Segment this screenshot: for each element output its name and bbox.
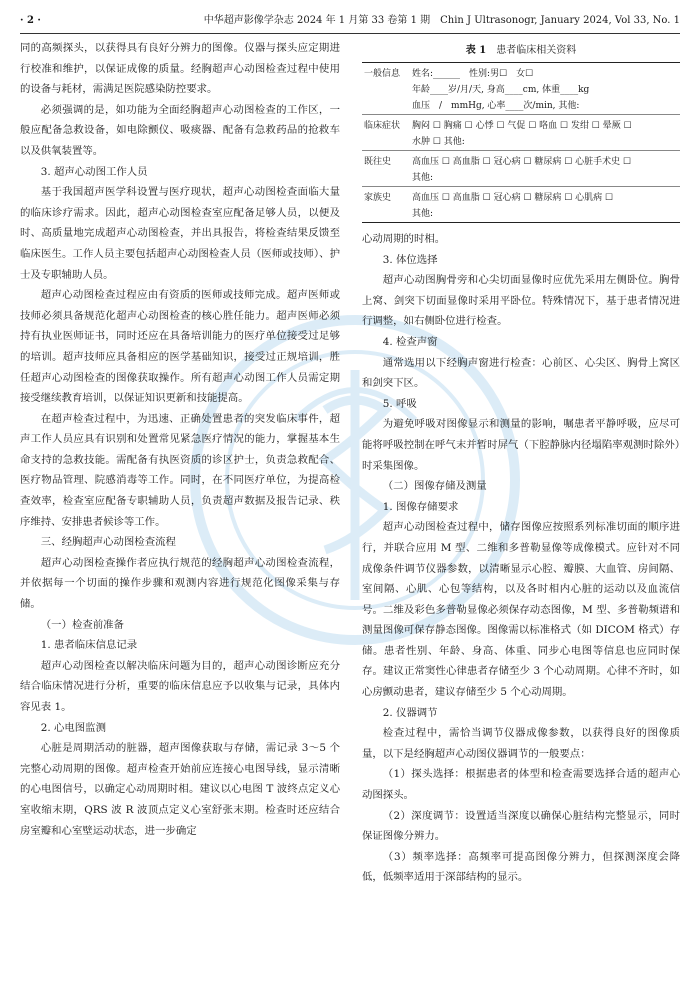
paragraph: 超声心动图检查过程中，储存图像应按照系列标准切面的顺序进行，并联合应用 M 型、二维和多普勒显像等成像模式。应针对不同成像条件调节仪器参数，以清晰显示心腔、瓣膜、大血管、房间隔、室间隔、心肌、心包等结构，以及各时相内心脏的运动以及血流信号。二维及彩色多普勒显像必须保存动态图像，M 型、多普勒频谱和测量图像可保存静态图像。图像需以标准格式（如 DICOM 格式）存储。患者性别、年龄、身高、体重、同步心电图等信息也应同时保存。建议正常窦性心律患者存储至少 3 个心动周期。心律不齐时，如心房颤动患者，建议存储至少 5 个心动周期。 xyxy=(362,521,680,699)
table-number: 表 1 xyxy=(465,45,487,56)
paragraph: （3）频率选择：高频率可提高图像分辨力，但探测深度会降低，低频率适用于深部结构的显示。 xyxy=(362,850,680,884)
paragraph: 2. 仪器调节 xyxy=(382,706,438,719)
paragraph: 在超声检查过程中，为迅速、正确处置患者的突发临床事件，超声工作人员应具有识别和处置常见紧急医疗情况的能力，掌握基本生命支持的急救技能。需配备有执医资质的诊区护士，负责急救配合、医疗物品管理、院感消毒等工作。同时，在不同医疗单位，为提高检查效率，检查室应配备专职辅助人员，负责超声数据及报告记录、秩序维持、安排患者候诊等工作。 xyxy=(20,412,340,528)
table-cell: 其他: xyxy=(412,173,434,183)
table-row xyxy=(362,170,680,187)
paragraph: 3. 体位选择 xyxy=(382,253,438,266)
paragraph: 检查过程中，需恰当调节仪器成像参数，以获得良好的图像质量，以下是经胸超声心动图仪器调节的一般要点： xyxy=(362,727,680,760)
paragraph: 为避免呼吸对图像显示和测量的影响，嘱患者平静呼吸，应尽可能将呼吸控制在呼气末并暂时屏气（下腔静脉内径塌陷率观测时除外）时采集图像。 xyxy=(362,418,680,472)
table-category: 家族史 xyxy=(362,187,410,207)
table-cell: 胸闷 ☐ 胸痛 ☐ 心悸 ☐ 气促 ☐ 咯血 ☐ 发绀 ☐ 晕厥 ☐ xyxy=(410,115,680,135)
paragraph: 通常选用以下经胸声窗进行检查：心前区、心尖区、胸骨上窝区和剑突下区。 xyxy=(362,356,680,390)
paragraph: 三、经胸超声心动图检查流程 xyxy=(40,536,176,549)
table-cell: 年龄____岁/月/天, 身高____cm, 体重____kg xyxy=(412,85,590,95)
right-column xyxy=(362,38,680,888)
paragraph: 同的高频探头，以获得具有良好分辨力的图像。仪器与探头应定期进行校准和维护，以保证成像的质量。经胸超声心动图检查过程中使用的设备与耗材，需满足医院感染防控要求。 xyxy=(20,42,340,96)
paragraph: 4. 检查声窗 xyxy=(382,335,438,348)
table-title: 患者临床相关资料 xyxy=(496,45,577,56)
page-number: · 2 · xyxy=(20,15,41,26)
header-rule xyxy=(20,33,680,34)
paragraph: 5. 呼吸 xyxy=(382,397,417,410)
paragraph: 超声心动图检查过程应由有资质的医师或技师完成。超声医师或技师必须具备规范化超声心动图检查的核心胜任能力。超声医师必须持有执业医师证书，同时还应在具备培训能力的医疗单位接受过足够的培训。超声技师应具备相应的医学基础知识，接受过正规培训，胜任超声心动图检查的图像获取操作。所有超声心动图工作人员需定期接受继续教育培训，以保证知识更新和技能提高。 xyxy=(20,289,340,405)
table-row xyxy=(362,115,680,135)
table-category xyxy=(362,98,410,115)
table-row xyxy=(362,63,680,82)
table-caption xyxy=(362,42,680,60)
left-column xyxy=(20,38,340,841)
paragraph: 心动周期的时相。 xyxy=(362,233,446,245)
paragraph: 1. 图像存储要求 xyxy=(382,500,459,513)
clinical-info-table xyxy=(362,63,680,222)
paragraph: 2. 心电图监测 xyxy=(40,721,106,734)
paragraph: （一）检查前准备 xyxy=(40,618,124,631)
paragraph: 超声心动图胸骨旁和心尖切面显像时应优先采用左侧卧位。胸骨上窝、剑突下切面显像时采用平卧位。特殊情况下，基于患者情况进行调整，如右侧卧位进行检查。 xyxy=(362,274,680,328)
table-cell: 血压 / mmHg, 心率____次/min, 其他: xyxy=(412,101,580,111)
table-bottom-rule xyxy=(362,222,680,223)
running-header xyxy=(20,10,680,32)
paragraph: （二）图像存储及测量 xyxy=(382,480,487,493)
table-row xyxy=(362,151,680,171)
table-category xyxy=(362,134,410,151)
table-category: 一般信息 xyxy=(364,69,401,79)
table-cell: 高血压 ☐ 高血脂 ☐ 冠心病 ☐ 糖尿病 ☐ 心肌病 ☐ xyxy=(410,187,680,207)
journal-title: 中华超声影像学杂志 2024 年 1 月第 33 卷第 1 期 Chin J Ultrasonogr, January 2024, Vol 33, No. 1 xyxy=(203,15,680,26)
paragraph: 基于我国超声医学科设置与医疗现状，超声心动图检查面临大量的临床诊疗需求。因此，超声心动图检查室应配备足够人员，以便及时、高质量地完成超声心动图检查，并出具报告，将检查结果反馈至临床医生。工作人员主要包括超声心动图检查人员（医师或技师）、护士及专职辅助人员。 xyxy=(20,186,340,281)
paragraph: 必须强调的是，如功能为全面经胸超声心动图检查的工作区，一般应配备急救设备，如电除颤仪、吸痰器、配备有急救药品的抢救车以及供氧装置等。 xyxy=(20,103,340,157)
paragraph: 超声心动图检查操作者应执行规范的经胸超声心动图检查流程，并依据每一个切面的操作步骤和观测内容进行规范化图像采集与存储。 xyxy=(20,556,340,611)
table-cell: 姓名:______ 性别:男☐ 女☐ xyxy=(412,69,534,79)
table-cell: 高血压 ☐ 高血脂 ☐ 冠心病 ☐ 糖尿病 ☐ 心脏手术史 ☐ xyxy=(410,151,680,171)
paragraph: 1. 患者临床信息记录 xyxy=(40,639,138,652)
right-paragraphs xyxy=(362,229,680,888)
paragraph: 超声心动图检查以解决临床问题为目的，超声心动图诊断应充分结合临床情况进行分析，重要的临床信息应予以收集与记录，具体内容见表 1。 xyxy=(20,659,340,713)
table-1 xyxy=(362,42,680,223)
table-category xyxy=(362,170,410,187)
paragraph: （2）深度调节：设置适当深度以确保心脏结构完整显示，同时保证图像分辨力。 xyxy=(362,809,680,843)
paragraph: 心脏是周期活动的脏器，超声图像获取与存储，需记录 3～5 个完整心动周期的图像。超声检查开始前应连接心电图导线，显示清晰的心电图信号，以确定心动周期时相。建议以心电图 T 波终点定义心室收缩末期，QRS 波 R 波顶点定义心室舒张末期。检查时还应结合房室瓣和心室壁运动状态，进一步确定 xyxy=(20,742,340,837)
table-row xyxy=(362,82,680,98)
paragraph: 3. 超声心动图工作人员 xyxy=(40,165,148,178)
table-category: 临床症状 xyxy=(362,115,410,135)
table-cell: 其他: xyxy=(412,209,434,219)
table-row xyxy=(362,98,680,115)
table-category xyxy=(362,206,410,222)
table-category: 既往史 xyxy=(362,151,410,171)
table-row xyxy=(362,134,680,151)
table-row xyxy=(362,187,680,207)
table-row xyxy=(362,206,680,222)
paragraph: （1）探头选择：根据患者的体型和检查需要选择合适的超声心动图探头。 xyxy=(362,768,680,802)
table-category xyxy=(362,82,410,98)
table-cell: 水肿 ☐ 其他: xyxy=(412,137,465,147)
